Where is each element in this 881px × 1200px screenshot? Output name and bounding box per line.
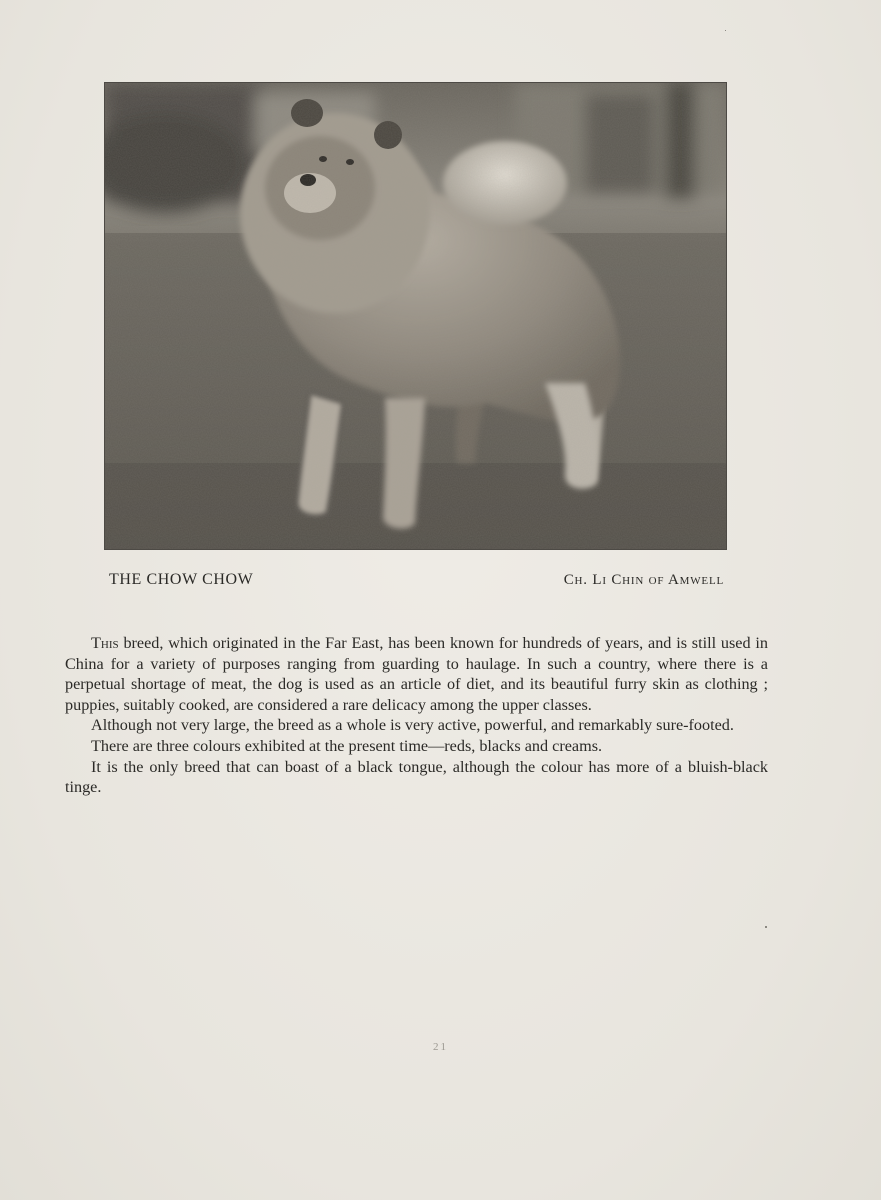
paper-speck [765,926,767,928]
paragraph-origin [65,633,768,715]
paragraph-activity: Although not very large, the breed as a whole is very active, powerful, and remarkably sure-footed. [91,716,734,735]
article-body [65,633,768,798]
dog-name-caption: Ch. Li Chin of Amwell [563,572,724,588]
paragraph-tongue: It is the only breed that can boast of a black tongue, although the colour has more of a bluish-black tinge. [65,757,768,797]
drop-lead-word: This [91,634,119,652]
dog-photograph [105,83,726,549]
chow-chow-photo-image [105,83,726,549]
paragraph-colours: There are three colours exhibited at the present time—reds, blacks and creams. [91,736,603,755]
paper-speck [725,30,726,31]
page-number: 21 [433,1041,448,1053]
breed-caption: THE CHOW CHOW [109,571,254,588]
paragraph-origin-text: breed, which originated in the Far East, has been known for hundreds of years, and is still used in China for a variety of purposes ranging from guarding to haulage. In such a country, where there is a perpetual shortage of meat, the dog is used as an article of diet, and its beautiful furry skin as clothing ; puppies, suitably cooked, are considered a rare delicacy among the upper classes. [65,634,768,714]
